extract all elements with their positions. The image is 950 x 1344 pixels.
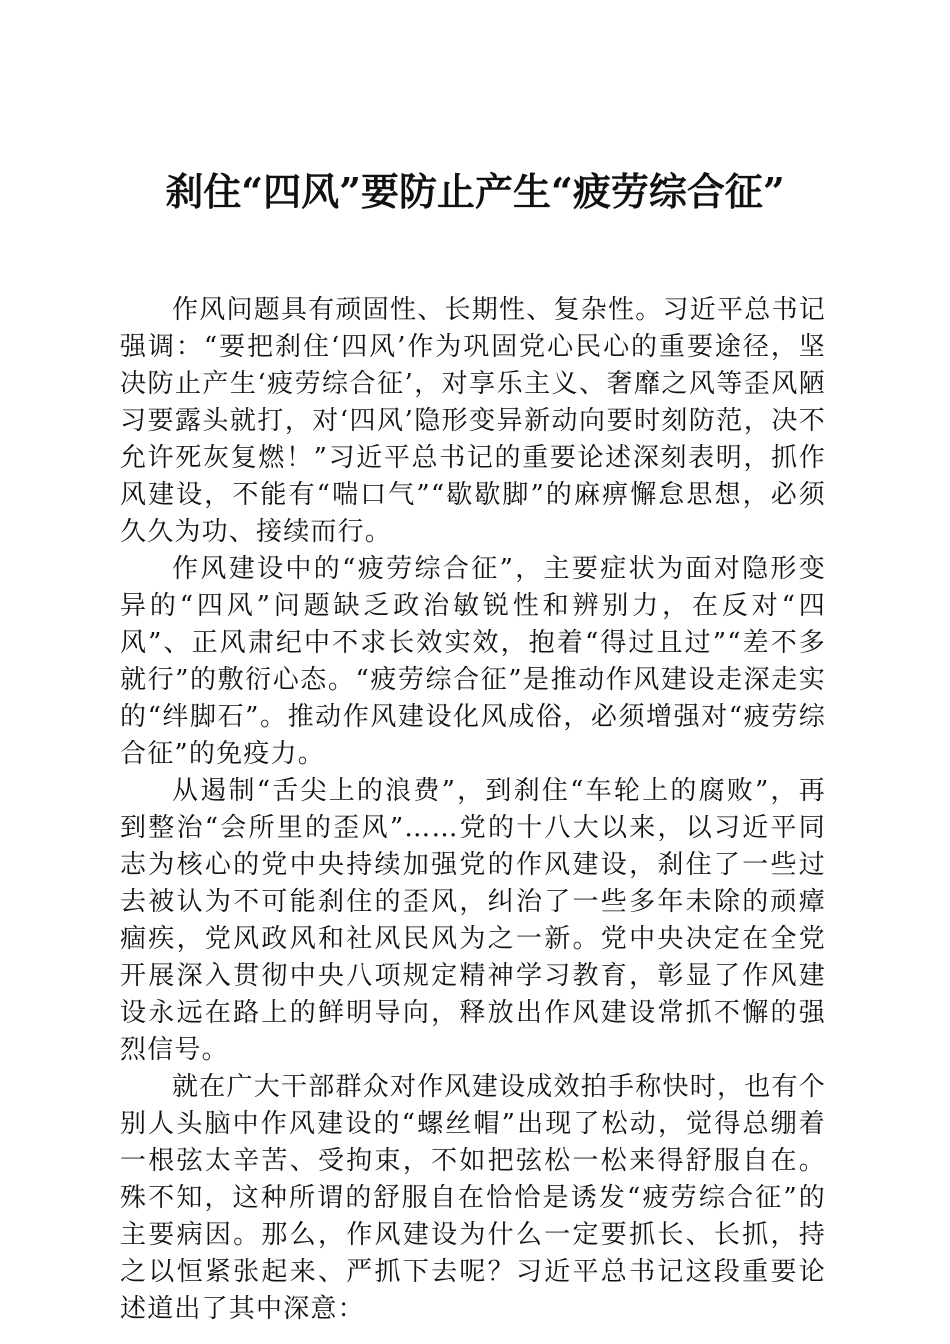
paragraph-4: 就在广大干部群众对作风建设成效拍手称快时，也有个别人头脑中作风建设的“螺丝帽”出现了松动，觉得总绷着一根弦太辛苦、受拘束，不如把弦松一松来得舒服自在。殊不知，这种所谓的舒服自在恰恰是诱发“疲劳综合征”的主要病因。那么，作风建设为什么一定要抓长、长抓，持之以恒紧张起来、严抓下去呢？习近平总书记这段重要论述道出了其中深意： xyxy=(120,1072,826,1324)
paragraph-2: 作风建设中的“疲劳综合征”，主要症状为面对隐形变异的“四风”问题缺乏政治敏锐性和辨别力，在反对“四风”、正风肃纪中不求长效实效，抱着“得过且过”“差不多就行”的敷衍心态。“疲劳综合征”是推动作风建设走深走实的“绊脚石”。推动作风建设化风成俗，必须增强对“疲劳综合征”的免疫力。 xyxy=(120,554,826,769)
document-title: 刹住“四风”要防止产生“疲劳综合征” xyxy=(165,169,785,214)
paragraph-3: 从遏制“舌尖上的浪费”，到刹住“车轮上的腐败”，再到整治“会所里的歪风”……党的十八大以来，以习近平同志为核心的党中央持续加强党的作风建设，刹住了一些过去被认为不可能刹住的歪风，纠治了一些多年未除的顽瘴痼疾，党风政风和社风民风为之一新。党中央决定在全党开展深入贯彻中央八项规定精神学习教育，彰显了作风建设永远在路上的鲜明导向，释放出作风建设常抓不懈的强烈信号。 xyxy=(120,776,826,1065)
paragraph-1: 作风问题具有顽固性、长期性、复杂性。习近平总书记强调：“要把刹住‘四风’作为巩固党心民心的重要途径，坚决防止产生‘疲劳综合征’，对享乐主义、奢靡之风等歪风陋习要露头就打，对‘四风’隐形变异新动向要时刻防范，决不允许死灰复燃！”习近平总书记的重要论述深刻表明，抓作风建设，不能有“喘口气”“歇歇脚”的麻痹懈怠思想，必须久久为功、接续而行。 xyxy=(120,295,826,547)
document-body xyxy=(120,292,826,1328)
